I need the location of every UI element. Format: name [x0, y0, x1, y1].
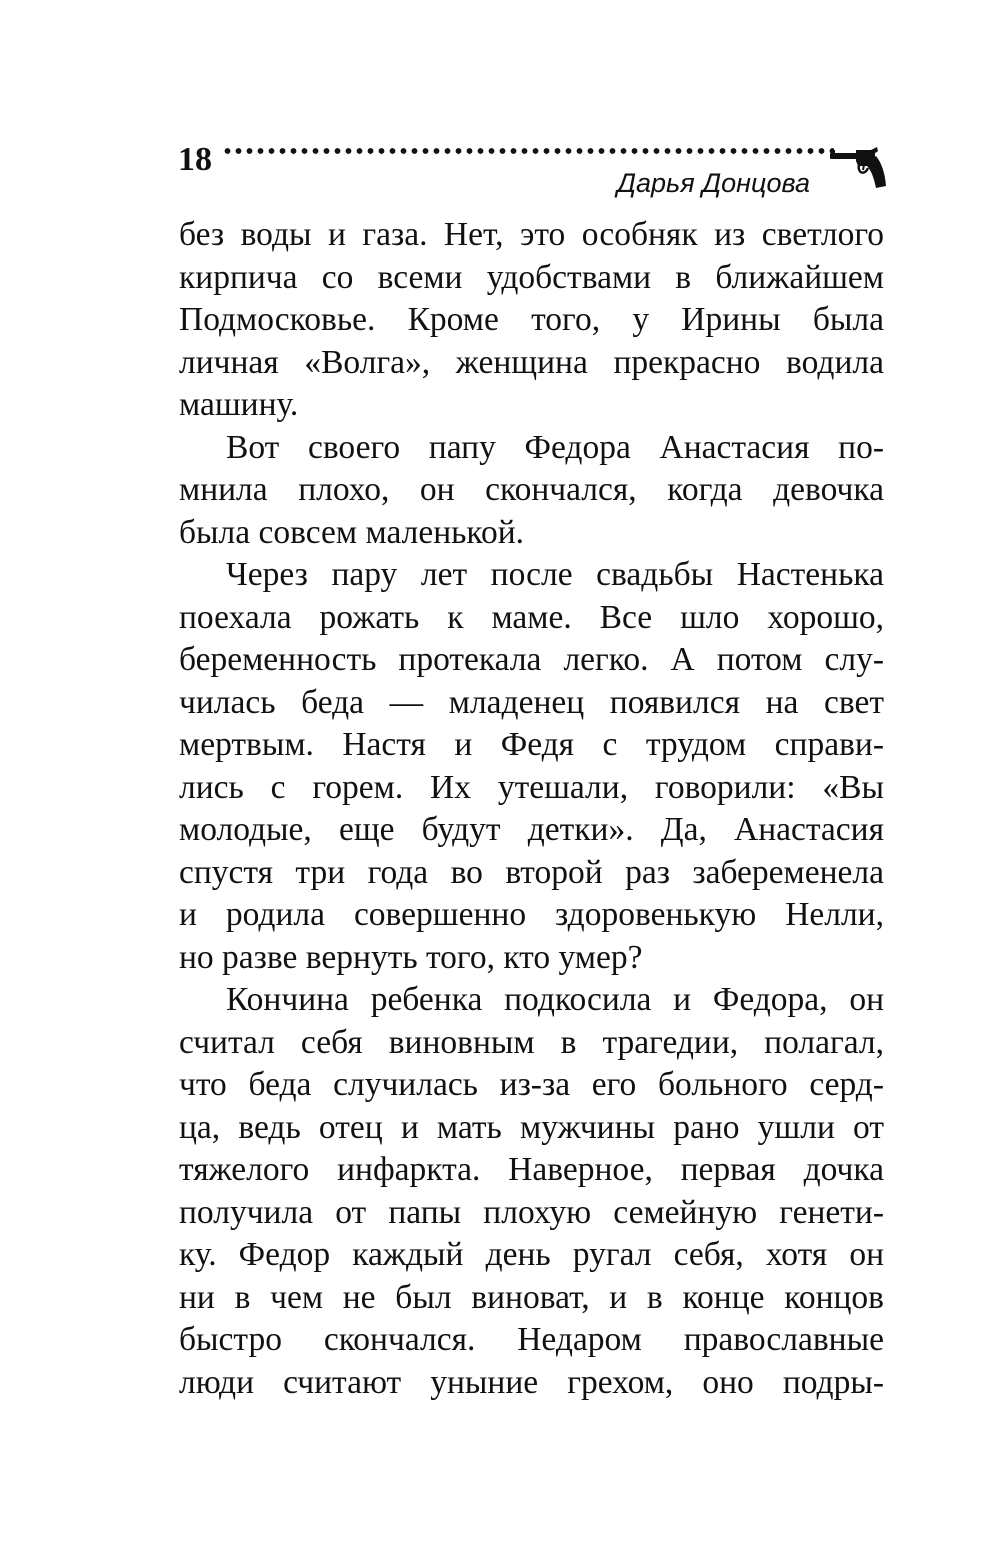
text-line: считал себя виновным в трагедии, полагал, [179, 1023, 884, 1061]
text-line: поехала рожать к маме. Все шло хорошо, [179, 598, 884, 636]
text-line: чилась беда — младенец появился на свет [179, 683, 884, 721]
text-line: мертвым. Настя и Федя с трудом справи- [179, 726, 884, 763]
text-line: мнила плохо, он скончался, когда девочка [179, 471, 884, 508]
text-line: ни в чем не был виноват, и в конце концов [179, 1278, 884, 1316]
text-line: кирпича со всеми удобствами в ближайшем [179, 258, 884, 296]
page-header [0, 0, 1000, 200]
revolver-icon [828, 146, 890, 190]
text-line: люди считают уныние грехом, оно подры- [179, 1363, 884, 1401]
text-line: и родила совершенно здоровенькую Нелли, [179, 896, 884, 933]
text-line: но разве вернуть того, кто умер? [179, 938, 643, 976]
text-line: тяжелого инфаркта. Наверное, первая дочка [179, 1151, 884, 1188]
text-line: была совсем маленькой. [179, 513, 525, 551]
text-line: получила от папы плохую семейную генети- [179, 1193, 884, 1231]
text-line: Через пару лет после свадьбы Настенька [226, 556, 884, 593]
text-line: Кончина ребенка подкосила и Федора, он [226, 981, 884, 1018]
text-line: личная «Волга», женщина прекрасно водила [179, 343, 884, 381]
text-line: быстро скончался. Недаром православные [179, 1321, 884, 1358]
text-line: беременность протекала легко. А потом слу- [179, 641, 884, 678]
text-line: Подмосковье. Кроме того, у Ирины была [179, 301, 884, 338]
body-text [179, 214, 884, 1404]
text-line: машину. [179, 386, 299, 423]
text-line: спустя три года во второй раз забеременела [179, 853, 884, 891]
text-line: что беда случилась из-за его больного серд- [179, 1066, 884, 1103]
text-line: ца, ведь отец и мать мужчины рано ушли от [179, 1108, 884, 1146]
text-line: без воды и газа. Нет, это особняк из светлого [179, 216, 884, 253]
dot-leader [222, 146, 834, 156]
text-line: молодые, еще будут детки». Да, Анастасия [179, 811, 884, 848]
text-line: Вот своего папу Федора Анастасия по- [226, 428, 884, 466]
author-name: Дарья Донцова [616, 168, 810, 198]
text-line: ку. Федор каждый день ругал себя, хотя он [179, 1236, 884, 1273]
page-number: 18 [178, 141, 212, 178]
text-line: лись с горем. Их утешали, говорили: «Вы [179, 768, 884, 806]
